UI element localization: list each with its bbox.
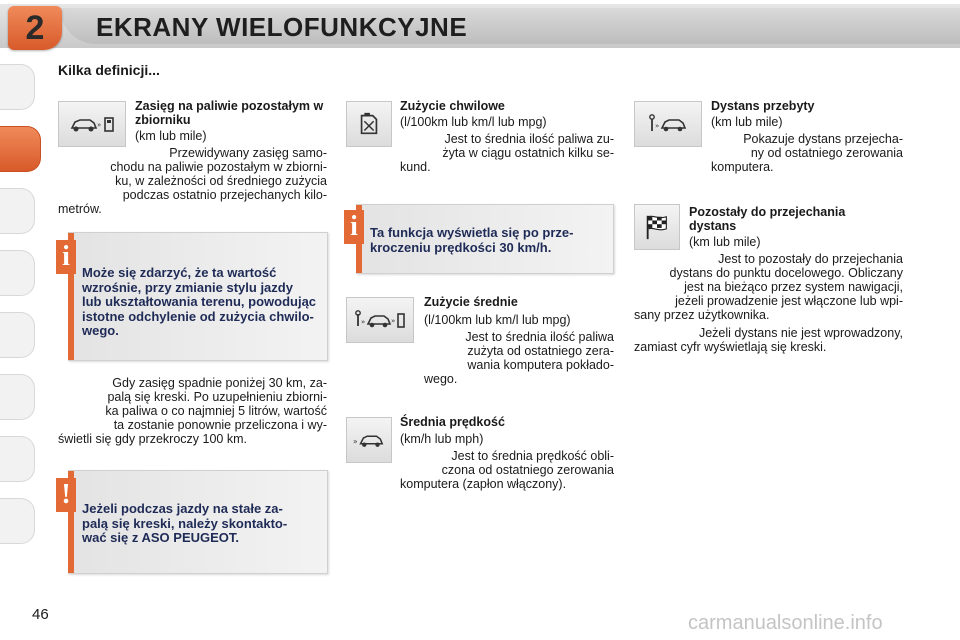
entry-text-line: Jest to pozostały do przejechania [718,252,903,266]
note-line: istotne odchylenie od zużycia chwilo- [82,308,314,324]
paragraph-line: świetli się gdy przekroczy 100 km. [58,432,247,446]
paragraph-line: Gdy zasięg spadnie poniżej 30 km, za- [112,376,327,390]
entry-title-distance: Dystans przebyty [711,99,815,113]
note-line: kroczeniu prędkości 30 km/h. [370,239,552,255]
entry-text-line: Jeżeli dystans nie jest wprowadzony, [698,326,903,340]
entry-units-avg-speed: (km/h lub mph) [400,432,484,446]
svg-text:»: » [352,436,358,446]
entry-text-line: chodu na paliwie pozostałym w zbiorni- [110,160,327,174]
entry-text-line: Przewidywany zasięg samo- [169,146,327,160]
entry-units-distance: (km lub mile) [711,115,783,129]
entry-text-line: zamiast cyfr wyświetlają się kreski. [634,340,827,354]
car-fuel-pump-icon [58,101,126,147]
entry-text-line: ny od ostatniego zerowania [750,146,903,160]
entry-text-line: sany przez użytkownika. [634,308,770,322]
info-note [68,232,328,361]
entry-text-line: żyta w ciągu ostatnich kilku se- [442,146,614,160]
chapter-header [0,0,960,52]
section-title: Kilka definicji... [58,62,160,78]
note-line: wzrośnie, przy zmianie stylu jazdy [82,279,293,295]
note-line: Ta funkcja wyświetla się po prze- [370,225,574,240]
entry-text-line: kund. [400,160,431,174]
entry-text-line: zużyta od ostatniego zera- [467,344,614,358]
entry-title-remaining: Pozostały do przejechania [689,205,846,219]
entry-title-range: Zasięg na paliwie pozostałym w zbiorniku [135,99,324,127]
entry-units-remaining: (km lub mile) [689,235,761,249]
chapter-tab[interactable] [0,250,35,296]
paragraph-line: palą się kreski. Po uzupełnieniu zbiorni- [107,390,327,404]
entry-text-line: jest na bieżąco przez system nawigacji, [684,280,903,294]
entry-text-line: Jest to średnia ilość paliwa [465,330,614,344]
entry-title-avg-speed: Średnia prędkość [400,415,505,429]
chapter-tab-active[interactable] [0,126,41,172]
svg-text:»: » [361,318,366,326]
entry-text-line: komputera. [711,160,774,174]
chapter-tab[interactable] [0,374,35,420]
entry-title-instant-consumption: Zużycie chwilowe [400,99,505,113]
chapter-number-badge: 2 [8,6,62,50]
trip-car-fuel-icon [346,297,414,343]
entry-text-line: Pokazuje dystans przejecha- [743,132,903,146]
svg-text:»: » [655,122,660,130]
entry-title-remaining-cont: dystans [689,219,737,233]
chapter-title: EKRANY WIELOFUNKCYJNE [96,12,468,42]
note-line: lub ukształtowania terenu, powodując [82,294,317,309]
info-icon: i [56,240,76,274]
entry-text-line: ku, w zależności od średniego zużycia [115,174,327,188]
fuel-can-icon [346,101,392,147]
warning-icon: ! [56,478,76,512]
note-line: palą się kreski, należy skontakto- [82,515,288,531]
page-number: 46 [32,606,49,623]
chapter-tab[interactable] [0,188,35,234]
entry-text-line: metrów. [58,202,102,216]
entry-text-line: jeżeli prowadzenie jest włączone lub wpi- [675,294,903,308]
note-line: wego. [82,323,119,338]
svg-text:»: » [97,121,102,129]
note-line: Jeżeli podczas jazdy na stałe za- [82,501,283,516]
watermark: carmanualsonline.info [688,612,883,634]
entry-title-avg-consumption: Zużycie średnie [424,295,518,309]
chapter-tabs [0,64,46,579]
trip-car-icon [634,101,702,147]
chapter-tab[interactable] [0,312,35,358]
info-note [356,204,614,274]
entry-units-range: (km lub mile) [135,129,207,143]
chapter-tab[interactable] [0,498,35,544]
entry-text-line: Jest to średnia prędkość obli- [451,449,614,463]
entry-units-avg-consumption: (l/100km lub km/l lub mpg) [424,313,571,327]
entry-text-line: Jest to średnia ilość paliwa zu- [444,132,614,146]
note-line: Może się zdarzyć, że ta wartość [82,265,277,280]
entry-text-line: wania komputera pokłado- [467,358,614,372]
paragraph-line: ka paliwa o co najmniej 5 litrów, wartość [105,404,327,418]
paragraph-line: ta zostanie ponownie przeliczona i wy- [113,418,327,432]
chapter-tab[interactable] [0,64,35,110]
entry-text-line: wego. [424,372,458,386]
chequered-flag-icon [634,204,680,250]
entry-units-instant-consumption: (l/100km lub km/l lub mpg) [400,115,547,129]
speed-car-icon [346,417,392,463]
info-icon: i [344,210,364,244]
svg-text:»: » [391,317,396,325]
warning-note [68,470,328,574]
entry-text-line: dystans do punktu docelowego. Obliczany [669,266,903,280]
entry-text-line: komputera (zapłon włączony). [400,477,567,491]
chapter-tab[interactable] [0,436,35,482]
entry-text-line: czona od ostatniego zerowania [441,463,614,477]
entry-text-line: podczas ostatnio przejechanych kilo- [122,188,327,202]
note-line: wać się z ASO PEUGEOT. [82,530,240,545]
